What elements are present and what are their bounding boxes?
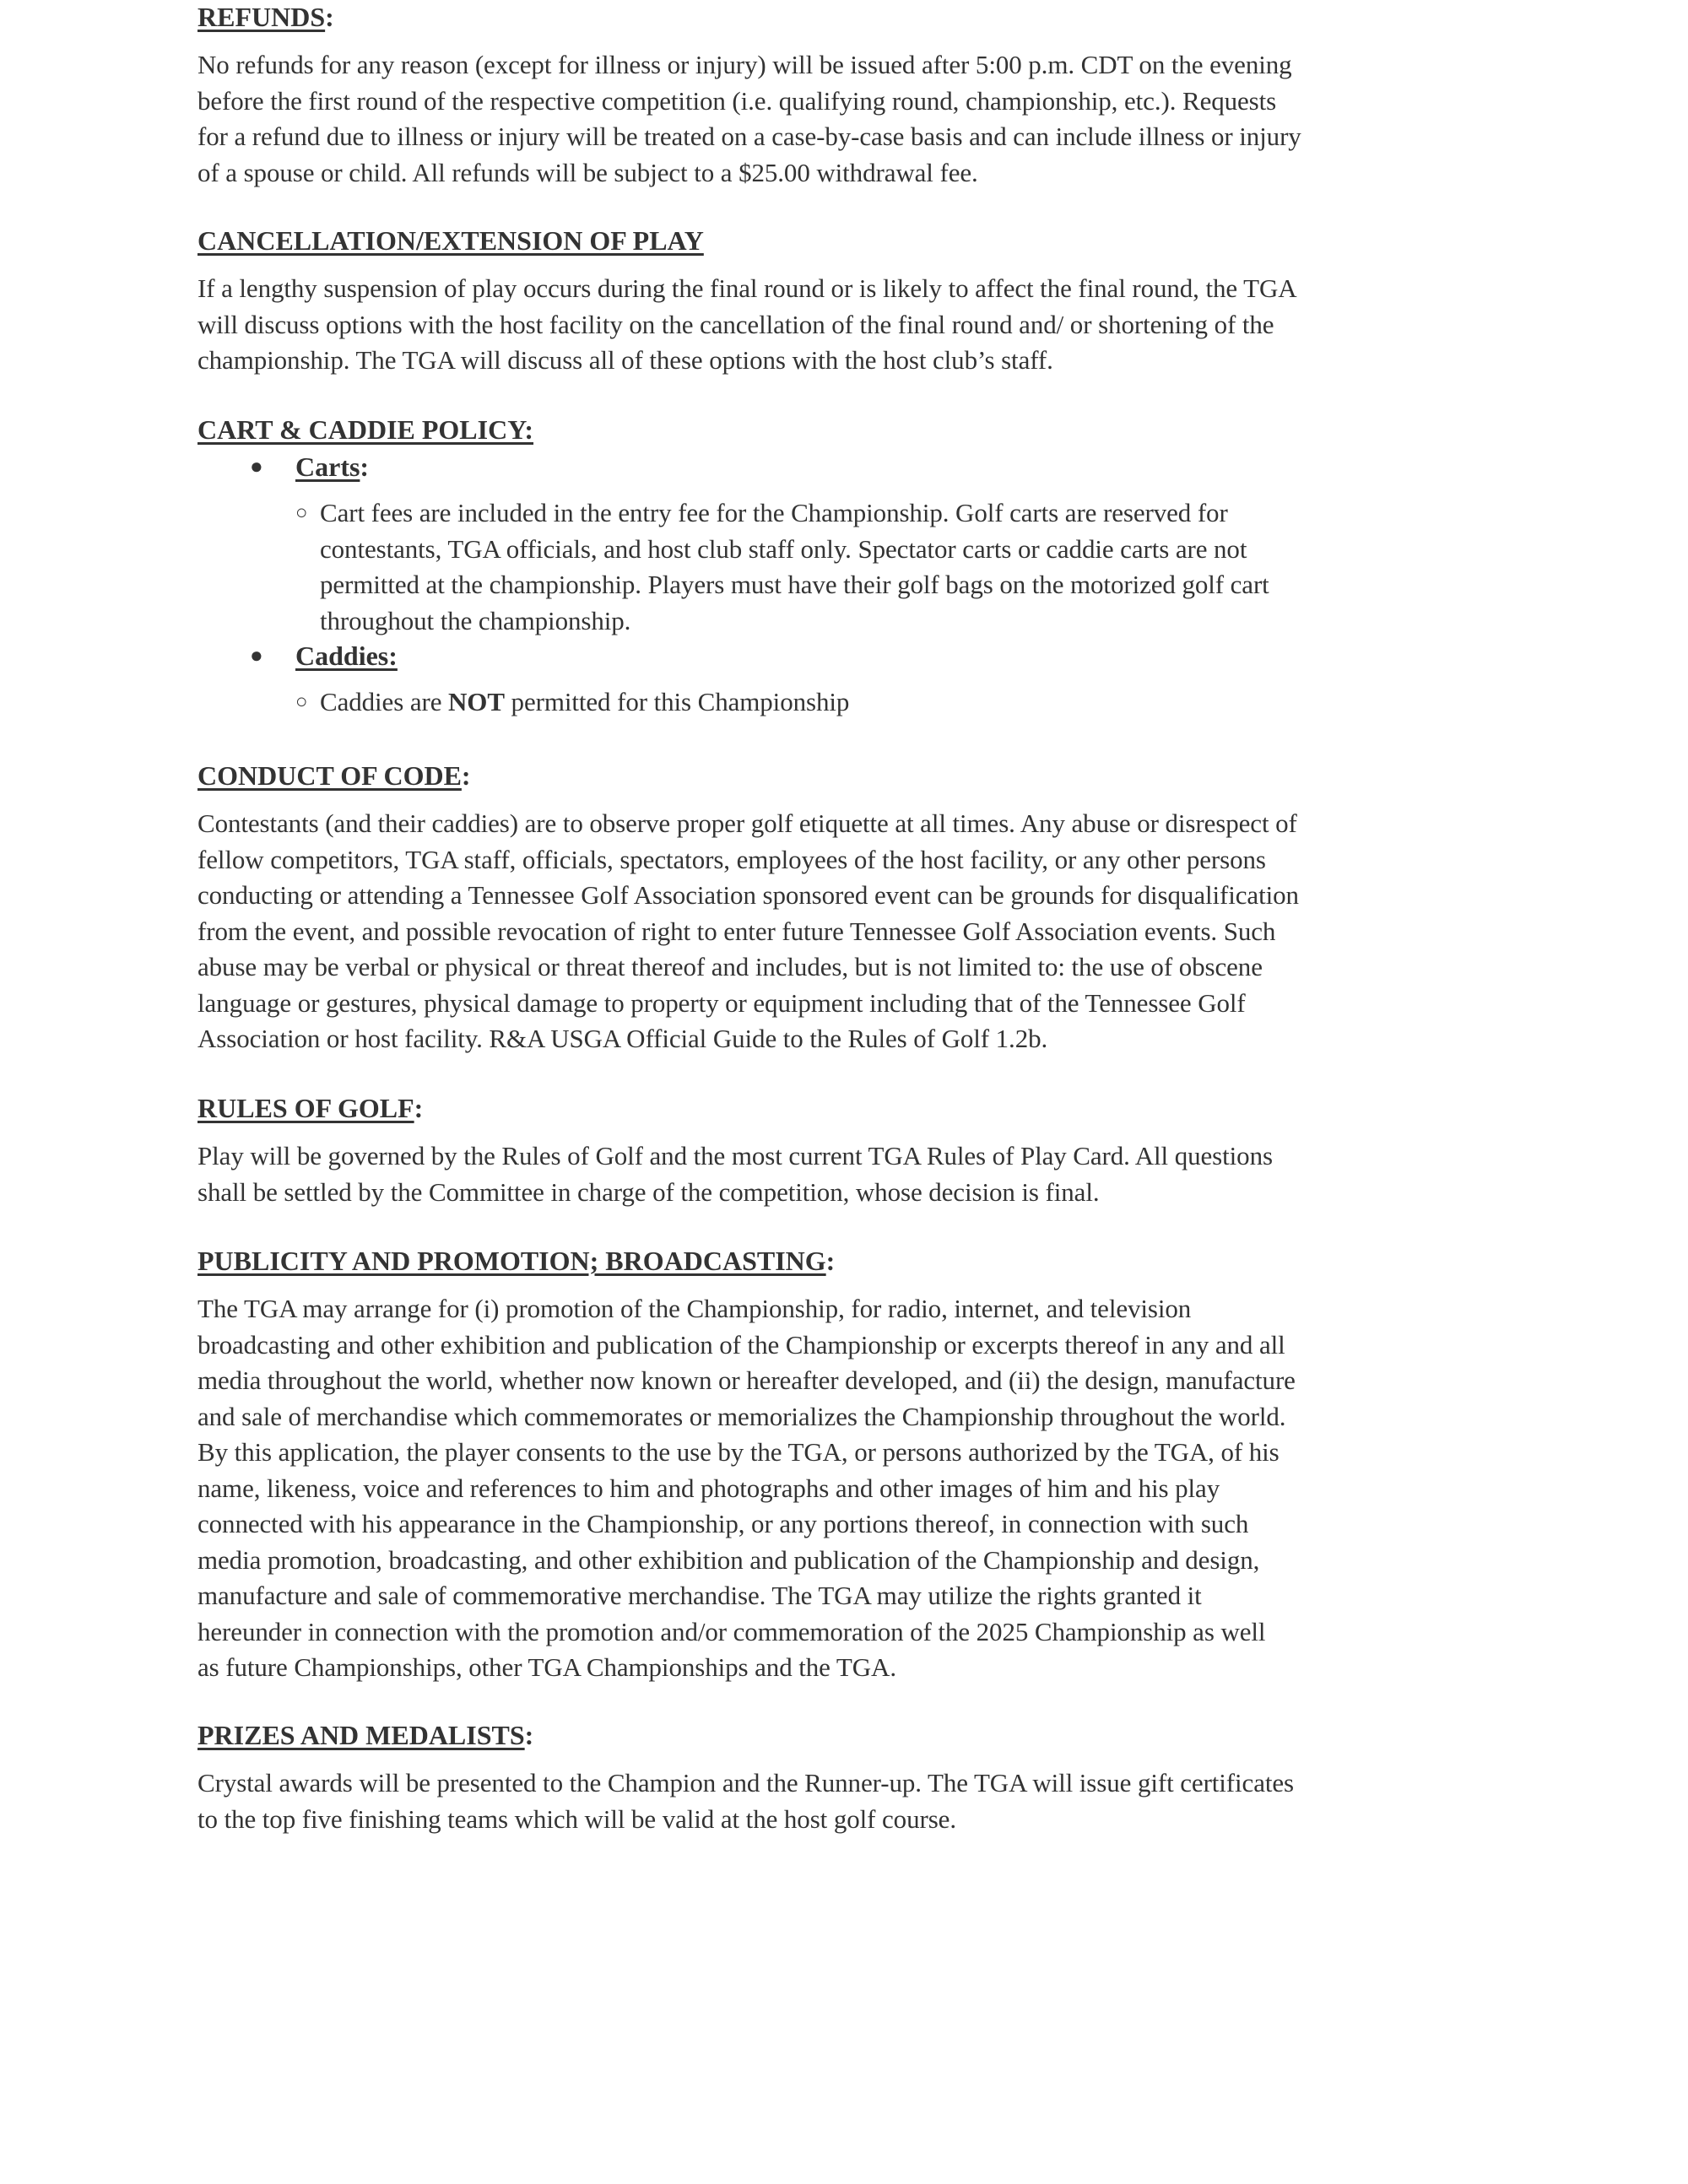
caddies-bullet: ● Caddies: <box>250 641 398 671</box>
carts-bullet: ● Carts: <box>250 451 370 482</box>
refunds-paragraph: No refunds for any reason (except for illness or injury) will be issued after 5:00 p.m. CDT on the evening before the first round of the respective competition (i.e. qualifying round, championship, etc.). Requests for a refund due to illness or injury will be treated on a case-by-case basis and can include illness or injury of a spouse or child. All refunds will be subject to a $25.00 withdrawal fee. <box>197 50 1301 187</box>
conduct-paragraph: Contestants (and their caddies) are to observe proper golf etiquette at all times. Any abuse or disrespect of fellow competitors, TGA staff, officials, spectators, employees of the host facility, or any other persons conducting or attending a Tennessee Golf Association sponsored event can be grounds for disqualification from the event, and possible revocation of right to enter future Tennessee Golf Association events. Such abuse may be verbal or physical or threat thereof and includes, but is not limited to: the use of obscene language or gestures, physical damage to property or equipment including that of the Tennessee Golf Association or host facility. R&A USGA Official Guide to the Rules of Golf 1.2b. <box>197 808 1299 1053</box>
bullet-icon: ● <box>250 643 263 668</box>
prizes-section <box>197 1718 1497 1837</box>
rules-paragraph: Play will be governed by the Rules of Golf and the most current TGA Rules of Play Card. All questions shall be settled by the Committee in charge of the competition, whose decision is final. <box>197 1141 1273 1207</box>
cart-caddie-section <box>197 413 1497 721</box>
rules-heading: RULES OF GOLF: <box>197 1093 424 1123</box>
rules-section <box>197 1091 1497 1210</box>
prizes-paragraph: Crystal awards will be presented to the Champion and the Runner-up. The TGA will issue gift certificates to the top five finishing teams which will be valid at the host golf course. <box>197 1768 1295 1834</box>
conduct-heading: CONDUCT OF CODE: <box>197 760 471 791</box>
caddies-subitem: ○ Caddies are NOT permitted for this Championship <box>197 684 1497 721</box>
cancellation-paragraph: If a lengthy suspension of play occurs during the final round or is likely to affect the final round, the TGA will discuss options with the host facility on the cancellation of the final round and/ or shortening of the championship. The TGA will discuss all of these options with the host club’s staff. <box>197 273 1297 375</box>
publicity-section <box>197 1244 1497 1686</box>
cancellation-section <box>197 224 1497 379</box>
conduct-section <box>197 759 1497 1057</box>
circle-bullet-icon: ○ <box>295 502 308 524</box>
bullet-icon: ● <box>250 454 263 478</box>
refunds-heading: REFUNDS: <box>197 2 334 32</box>
cancellation-heading: CANCELLATION/EXTENSION OF PLAY <box>197 225 704 256</box>
carts-subitem: ○ Cart fees are included in the entry fee for the Championship. Golf carts are reserved for contestants, TGA officials, and host club staff only. Spectator carts or caddie carts are not permitted at the championship. Players must have their golf bags on the motorized golf cart throughout the championship. <box>197 495 1497 639</box>
refunds-section <box>197 0 1497 191</box>
circle-bullet-icon: ○ <box>295 691 308 713</box>
publicity-paragraph: The TGA may arrange for (i) promotion of the Championship, for radio, internet, and television broadcasting and other exhibition and publication of the Championship or excerpts thereof in any and all media throughout the world, whether now known or hereafter developed, and (ii) the design, manufacture and sale of merchandise which commemorates or memorializes the Championship throughout the world. By this application, the player consents to the use by the TGA, or persons authorized by the TGA, of his name, likeness, voice and references to him and photographs and other images of him and his play connected with his appearance in the Championship, or any portions thereof, in connection with such media promotion, broadcasting, and other exhibition and publication of the Championship and design, manufacture and sale of commemorative merchandise. The TGA may utilize the rights granted it hereunder in connection with the promotion and/or commemoration of the 2025 Championship as well as future Championships, other TGA Championships and the TGA. <box>197 1294 1296 1682</box>
cart-caddie-heading: CART & CADDIE POLICY: <box>197 414 534 445</box>
prizes-heading: PRIZES AND MEDALISTS: <box>197 1720 534 1750</box>
publicity-heading: PUBLICITY AND PROMOTION; BROADCASTING: <box>197 1246 836 1276</box>
